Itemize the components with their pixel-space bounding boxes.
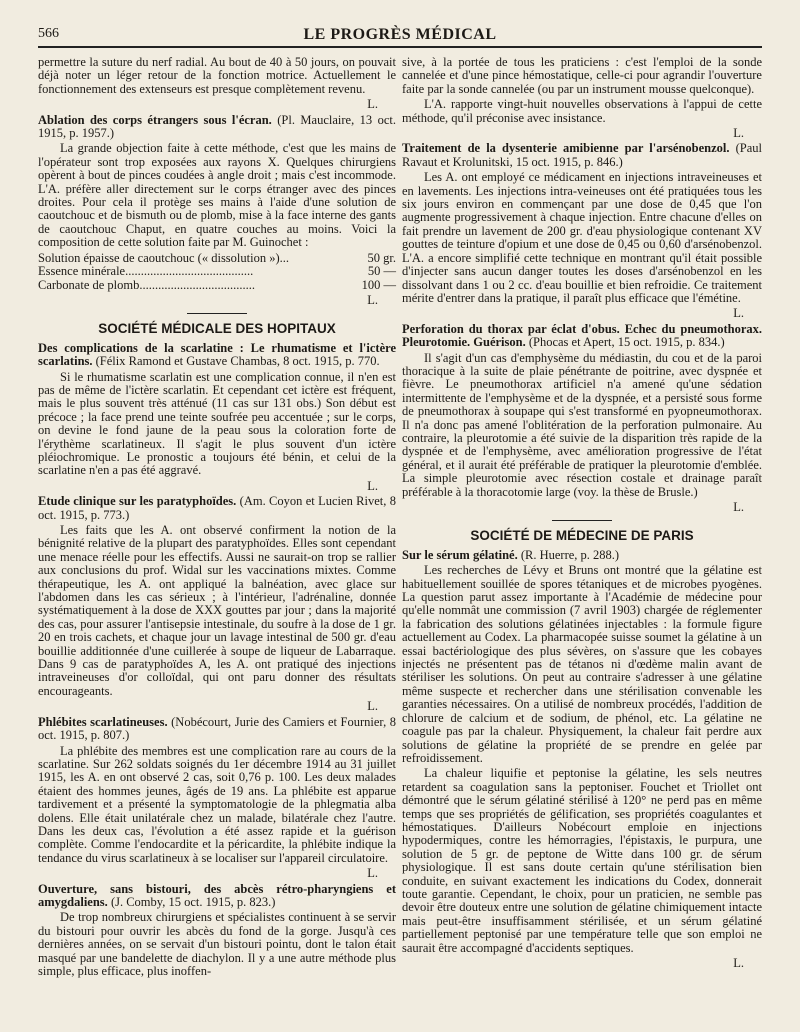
article-reference: (J. Comby, 15 oct. 1915, p. 823.): [110, 894, 276, 909]
society-heading: SOCIÉTÉ MÉDICALE DES HOPITAUX: [98, 321, 336, 337]
article-heading: [38, 342, 396, 369]
paragraph: Les faits que les A. ont observé confirment la notion de la bénignité relative de la plupart des paratyphoïdes. Elles sont cependant une menace réelle pour les effectifs. Aussi ne saurait-on trop se rallier aux conclusions du prof. Widal sur les vaccinations mixtes. Comme thérapeutique, les A. ont appliqué la balnéation, avec glace sur l'abdomen dans les cas sérieux ; à l'intérieur, l'adrénaline, donnée systématiquement à la dose de XXX gouttes par jour ; dans la majorité des cas, pour assurer l'antisepsie intestinale, du soufre à la dose de 1 gr. 20 en trois cachets, et chaque jour un lavage intestinal de 500 gr. d'eau bouillie additionnée d'une cuillerée à soupe de liqueur de Labarraque. Dans 9 cas de paratyphoïdes A, les A. ont pratiqué des injections intraveineuses d'or colloïdal, qui ont paru donner des résultats encourageants.: [38, 523, 396, 698]
article-title: Sur le sérum gélatiné.: [402, 547, 518, 562]
header-rule: [38, 46, 762, 48]
ingredient: Essence minérale.........................................: [38, 264, 254, 279]
article-reference: (Am. Coyon et Lucien Rivet, 8 oct. 1915, p. 773.): [38, 494, 396, 522]
right-column: [402, 56, 762, 972]
signature: L.: [733, 306, 744, 321]
signature: L.: [733, 126, 744, 141]
quantity: 100 —: [361, 277, 396, 292]
article-reference: (Paul Ravaut et Krolunitski, 15 oct. 1915, p. 846.): [402, 141, 763, 169]
article-heading: [402, 142, 762, 169]
ingredient: Solution épaisse de caoutchouc (« dissolution »)...: [38, 250, 290, 265]
article-title: Traitement de la dysenterie amibienne par l'arsénobenzol.: [402, 141, 730, 156]
section-divider: [552, 520, 612, 521]
paragraph: L'A. rapporte vingt-huit nouvelles observations à l'appui de cette méthode, qu'il préconise avec insistance.: [402, 97, 762, 125]
paragraph: De trop nombreux chirurgiens et spécialistes continuent à se servir du bistouri pour ouvrir les abcès du fond de la gorge. Jusqu'à ces dernières années, on se servait d'un bistouri pointu, dont le talon était masqué par une bandelette de diachylon. Il y a une autre méthode plus simple, plus efficace, plus inoffen-: [38, 910, 396, 978]
article-heading: [38, 114, 396, 141]
article-title: Ouverture, sans bistouri, des abcès rétro-pharyngiens et amygdaliens.: [38, 881, 396, 909]
composition-row: [38, 252, 396, 265]
paragraph: Il s'agit d'un cas d'emphysème du médiastin, du cou et de la paroi thoracique à la suite de plaie pénétrante de poitrine, avec dyspnée et fièvre. Le pneumothorax artificiel n'a amené qu'une sédation intermittente de l'emphysème et de la dyspnée, et a persisté sous forme de pneumothorax à soupape qui s'est transformé en pyopneumothorax. Il n'a donc pas amené l'oblitération de la perforation pulmonaire. Au contraire, la pleurotomie a été suivie de la disparition très rapide de la dyspnée et de l'emphysème, avec amélioration progressive de l'état général, et il aurait été préférable de pratiquer la pleurotomie d'emblée. La simple pleurotomie avec résection costale et drainage paraît préférable à la thoracotomie large (voy. la thèse de Brusle.): [402, 350, 762, 499]
society-heading: SOCIÉTÉ DE MÉDECINE DE PARIS: [470, 528, 694, 544]
article-heading: [38, 495, 396, 522]
article-heading: [38, 883, 396, 910]
paragraph: La grande objection faite à cette méthode, c'est que les mains de l'opérateur sont trop exposées aux rayons X. Quelques chirurgiens opèrent à bout de pinces coudées à angle droit ; mais c'est incommode. L'A. préfère aller directement sur le corps étranger avec des pinces droites. Pour cela il protège ses mains à l'aide d'une solution de caoutchouc et de bismuth ou de plomb, mise à la face interne des gants de caoutchouc Chaput, en quatre couches au moins. Voici la composition de cette solution faite par M. Guinochet :: [38, 141, 396, 250]
paragraph: permettre la suture du nerf radial. Au bout de 40 à 50 jours, on pouvait déjà noter un léger retour de la fonction motrice. Actuellement le fonctionnement des extenseurs est presque complètement revenu.: [38, 55, 396, 96]
page-number: 566: [38, 26, 59, 41]
article-heading: [402, 549, 762, 562]
article-heading: [38, 716, 396, 743]
paragraph: Les recherches de Lévy et Bruns ont montré que la gélatine est habituellement souillée de spores tétaniques et de microbes pyogènes. La question parut assez importante à l'Académie de médecine pour qu'elle nommât une commission (7 avril 1903) chargée de réglementer la fabrication des solutions gélatinées injectables : la formule figure actuellement au Codex. La pharmacopée suisse soumet la gélatine à un essai bactériologique des plus sévères, on s'assure que les cobayes injectés ne présentent pas de tétanos ni d'œdème malin avant de stériliser les solutions. On peut au contraire s'adresser à une gélatine même suspecte et rechercher dans une stérilisation convenable les garanties nécessaires. On a utilisé de nombreux procédés, l'addition de chlorure de calcium et de sodium, de phénol, etc. La gélatine ne coagule pas par la chaleur. Physiquement, la chaleur fait perdre aux solutions de gélatine la propriété de se prendre en gelée par refroidissement.: [402, 563, 762, 765]
article-title: Phlébites scarlatineuses.: [38, 714, 168, 729]
article-title: Ablation des corps étrangers sous l'écran.: [38, 112, 272, 127]
signature: L.: [367, 699, 378, 714]
paragraph: Si le rhumatisme scarlatin est une complication connue, il n'en est pas de même de l'ictère scarlatin. Et cependant cet ictère est fréquent, mais le plus souvent très atténué (11 cas sur 131 obs.) Son début est précoce ; la face prend une teinte soufrée peu accentuée ; sur le corps, on devine le fond jaune de la peau sous la coloration forte de l'érythème scarlatineux. Il s'agit le plus souvent d'un ictère pléiochromique. Le pronostic a toujours été bénin, et celui de la scarlatine n'en a pas été aggravé.: [38, 369, 396, 478]
paragraph: sive, à la portée de tous les praticiens : c'est l'emploi de la sonde cannelée et d'une pince hémostatique, celle-ci pour agrandir l'ouverture faite par la sonde cannelée (ou par un instrument mousse quelconque).: [402, 55, 762, 96]
signature: L.: [733, 956, 744, 970]
composition-row: [38, 265, 396, 278]
article-title: Des complications de la scarlatine : Le rhumatisme et l'ictère scarlatins.: [38, 340, 396, 369]
article-reference: (Félix Ramond et Gustave Chambas, 8 oct. 1915, p. 770.: [95, 354, 380, 369]
section-divider: [187, 313, 247, 314]
paragraph: La phlébite des membres est une complication rare au cours de la scarlatine. Sur 262 soldats soignés du 1er décembre 1914 au 31 juillet 1915, les A. en ont observé 2 cas, soit 0,76 p. 100. Les deux malades étaient des hommes jeunes, âgés de 19 ans. La phlébite est apparue tardivement et a présenté la symptomatologie de la phlegmatia alba dolens. Elle était unilatérale chez un malade, bilatérale chez l'autre. Dans les deux cas, l'évolution a été assez rapide et la guérison complète. Comme l'endocardite et la péricardite, la phlébite indique la tendance du virus scarlatineux à se localiser sur l'appareil circulatoire.: [38, 743, 396, 865]
signature: L.: [367, 97, 378, 112]
paragraph: La chaleur liquifie et peptonise la gélatine, les sels neutres retardent sa coagulation sans la peptoniser. Fouchet et Triollet ont démontré que le sérum gélatiné stérilisé à 120° ne perd pas en même temps que ses propriétés de gélification, ses propriétés coagulantes et hémostatiques. D'ailleurs Nobécourt emploie en injections hypodermiques, contre les hémorragies, l'épistaxis, le purpura, une solution de 5 gr. de peptone de Witte dans 100 gr. de sérum physiologique. Il est sans doute certain qu'une stérilisation bien conduite, en suivant exactement les indications du Codex, donnerait toute garantie. Cependant, le choix, pour un praticien, ne semble pas devoir être douteux entre une solution de gélatine chimiquement intacte mais peut-être insuffisamment stérilisée, et un sérum gélatiné partiellement peptonisé par une température telle que son emploi ne saurait être accompagné d'accidents septiques.: [402, 766, 762, 955]
signature: L.: [733, 500, 744, 514]
article-heading: [402, 323, 762, 350]
article-reference: (Pl. Mauclaire, 13 oct. 1915, p. 1957.): [38, 112, 396, 141]
ingredient: Carbonate de plomb.....................................: [38, 277, 255, 292]
composition-table: [38, 252, 396, 292]
signature: L.: [367, 478, 378, 493]
paragraph: Les A. ont employé ce médicament en injections intraveineuses et en lavements. Les injections intra-veineuses ont été pratiquées tous les six jours environ en commençant par une dose de 0,45 que l'on augmente progressivement à chaque injection. Entre chacune d'elles on fait prendre un lavement de 200 gr. d'eau physiologique contenant XV gouttes de teinture d'opium et une dose de 0,45 ou 0,60 d'arsénobenzol. L'A. a encore simplifié cette technique en montrant qu'il était possible d'injecter sans aucun danger toutes les doses d'arsénobenzol en les dissolvant dans 1 ou 2 cc. d'eau bouillie et bien refroidie. Ce traitement mérite d'entrer dans la pratique, il paraît plus efficace que l'émétine.: [402, 170, 762, 305]
left-column: [38, 56, 396, 980]
page-header: [38, 26, 762, 46]
article-reference: (R. Huerre, p. 288.): [520, 547, 620, 562]
quantity: 50 gr.: [367, 250, 396, 265]
signature: L.: [367, 292, 378, 307]
running-title: LE PROGRÈS MÉDICAL: [303, 26, 497, 43]
signature: L.: [367, 866, 378, 881]
article-reference: (Nobécourt, Jurie des Camiers et Fournier, 8 oct. 1915, p. 807.): [38, 714, 396, 743]
quantity: 50 —: [367, 264, 396, 279]
article-title: Etude clinique sur les paratyphoïdes.: [38, 494, 237, 509]
article-title: Perforation du thorax par éclat d'obus. Echec du pneumothorax. Pleurotomie. Guérison.: [402, 321, 762, 350]
article-reference: (Phocas et Apert, 15 oct. 1915, p. 834.): [528, 335, 725, 350]
composition-row: [38, 279, 396, 292]
